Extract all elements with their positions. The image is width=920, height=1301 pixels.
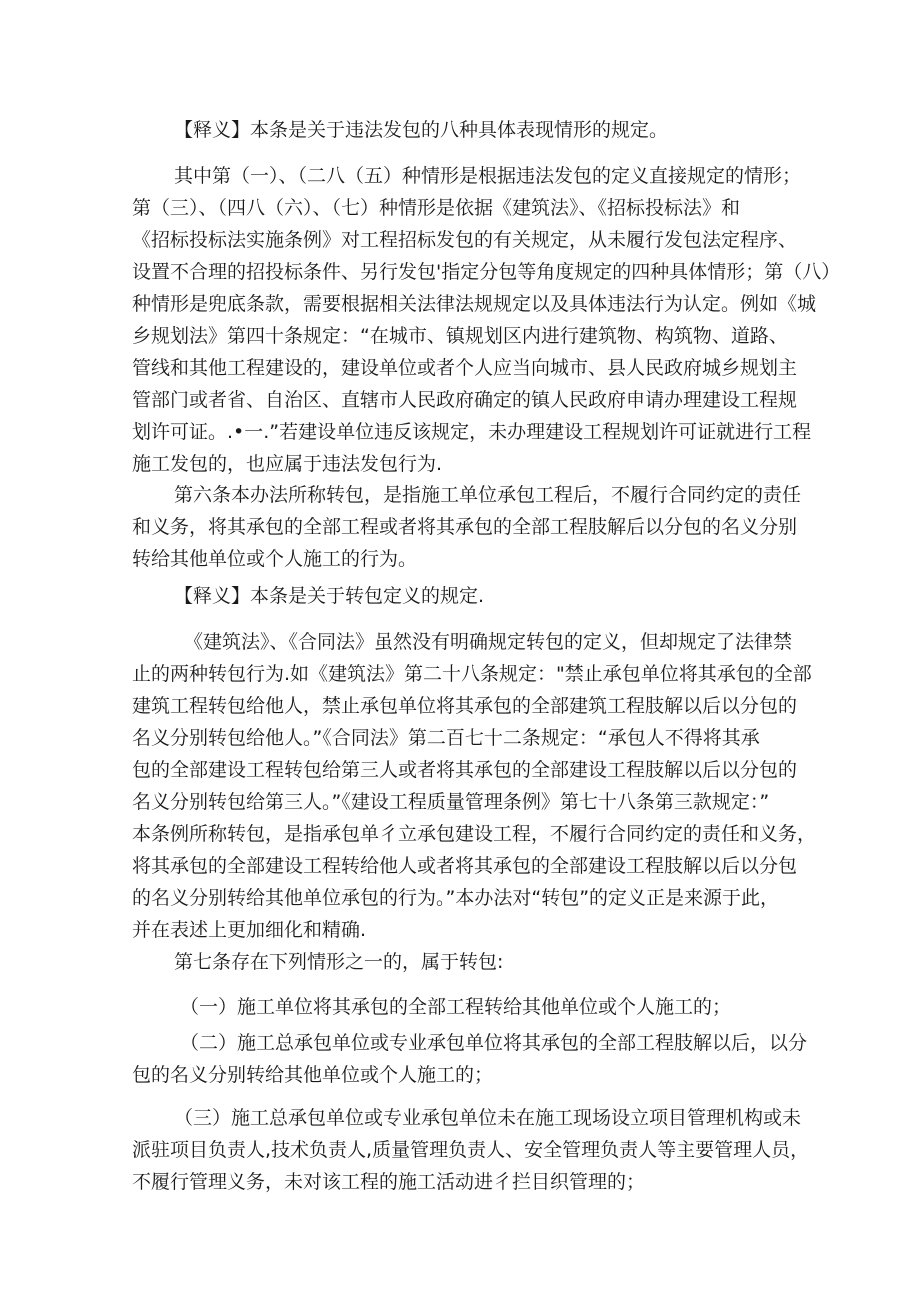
paragraph-subcontract-law-basis — [132, 626, 817, 946]
text-line: 和义务，将其承包的全部工程或者将其承包的全部工程肢解后以分包的名义分别 — [132, 516, 798, 538]
text-line: 设置不合理的招投标条件、另行发包'指定分包等角度规定的四种具体情形；第（八） — [132, 261, 841, 283]
text-line: （二）施工总承包单位或专业承包单位将其承包的全部工程肢解以后，以分 — [180, 1032, 808, 1054]
paragraph-article-6 — [132, 479, 804, 575]
text-line: 第七条存在下列情形之一的，属于转包: — [174, 951, 504, 973]
text-line: 第六条本办法所称转包，是指施工单位承包工程后，不履行合同约定的责任 — [174, 484, 802, 506]
text-line: 第（三）、（四八（六）、（七）种情形是依据《建筑法》、《招标投标法》和 — [132, 197, 741, 219]
text-line: （一）施工单位将其承包的全部工程转给其他单位或个人施工的； — [180, 996, 732, 1018]
text-line: 管线和其他工程建设的，建设单位或者个人应当向城市、县人民政府城乡规划主 — [132, 357, 798, 379]
paragraph-item-2 — [132, 1027, 808, 1091]
paragraph-item-3 — [132, 1102, 810, 1198]
text-line: 建筑工程转包给他人，禁止承包单位将其承包的全部建筑工程肢解以后以分包的 — [132, 695, 798, 717]
text-line: 派驻项目负责人,技术负责人,质量管理负责人、安全管理负责人等主要管理人员， — [132, 1139, 810, 1161]
paragraph-item-1 — [132, 991, 804, 1023]
text-line: 的名义分别转给其他单位承包的行为。”本办法对“转包”的定义正是来源于此， — [132, 887, 780, 909]
text-line: 管部门或者省、自治区、直辖市人民政府确定的镇人民政府申请办理建设工程规 — [132, 389, 798, 411]
text-line: 划许可证。.•一.”若建设单位违反该规定，未办理建设工程规划许可证就进行工程 — [132, 421, 812, 443]
text-line: 种情形是兜底条款，需要根据相关法律法规规定以及具体违法行为认定。例如《城 — [132, 293, 817, 315]
text-line: 并在表述上更加细化和精确. — [132, 919, 367, 941]
text-line: 止的两种转包行为.如《建筑法》第二十八条规定："禁止承包单位将其承包的全部 — [132, 663, 812, 685]
text-line: 【释义】本条是关于转包定义的规定. — [174, 585, 485, 607]
text-line: 乡规划法》第四十条规定：“在城市、镇规划区内进行建筑物、构筑物、道路、 — [132, 325, 788, 347]
text-line: 转给其他单位或个人施工的行为。 — [132, 548, 418, 570]
text-line: 施工发包的，也应属于违法发包行为. — [132, 453, 443, 475]
text-line: 其中第（一）、（二八（五）种情形是根据违法发包的定义直接规定的情形； — [174, 165, 802, 187]
paragraph-interpretation-subcontract — [132, 580, 804, 612]
text-line: 包的全部建设工程转包给第三人或者将其承包的全部建设工程肢解以后以分包的 — [132, 759, 798, 781]
text-line: 《招标投标法实施条例》对工程招标发包的有关规定，从未履行发包法定程序、 — [132, 229, 798, 251]
text-line: 名义分别转包给他人。”《合同法》第二百七十二条规定：“承包人不得将其承 — [132, 727, 760, 749]
text-line: 包的名义分别转给其他单位或个人施工的； — [132, 1064, 494, 1086]
text-line: 将其承包的全部建设工程转给他人或者将其承包的全部建设工程肢解以后以分包 — [132, 855, 798, 877]
text-line: 【释义】本条是关于违法发包的八种具体表现情形的规定。 — [174, 119, 669, 141]
text-line: 本条例所称转包，是指承包单彳立承包建设工程，不履行合同约定的责任和义务， — [132, 823, 817, 845]
paragraph-interpretation-illegal-contracting — [132, 114, 804, 146]
text-line: （三）施工总承包单位或专业承包单位未在施工现场设立项目管理机构或未 — [174, 1107, 802, 1129]
paragraph-illegal-contracting-detail — [132, 160, 841, 480]
text-line: 名义分别转包给第三人。”《建设工程质量管理条例》第七十八条第三款规定：” — [132, 791, 770, 813]
paragraph-article-7 — [132, 946, 804, 978]
text-line: 不履行管理义务，未对该工程的施工活动进彳拦目织管理的； — [132, 1171, 646, 1193]
text-line: 《建筑法》、《合同法》虽然没有明确规定转包的定义，但却规定了法律禁 — [184, 631, 793, 653]
